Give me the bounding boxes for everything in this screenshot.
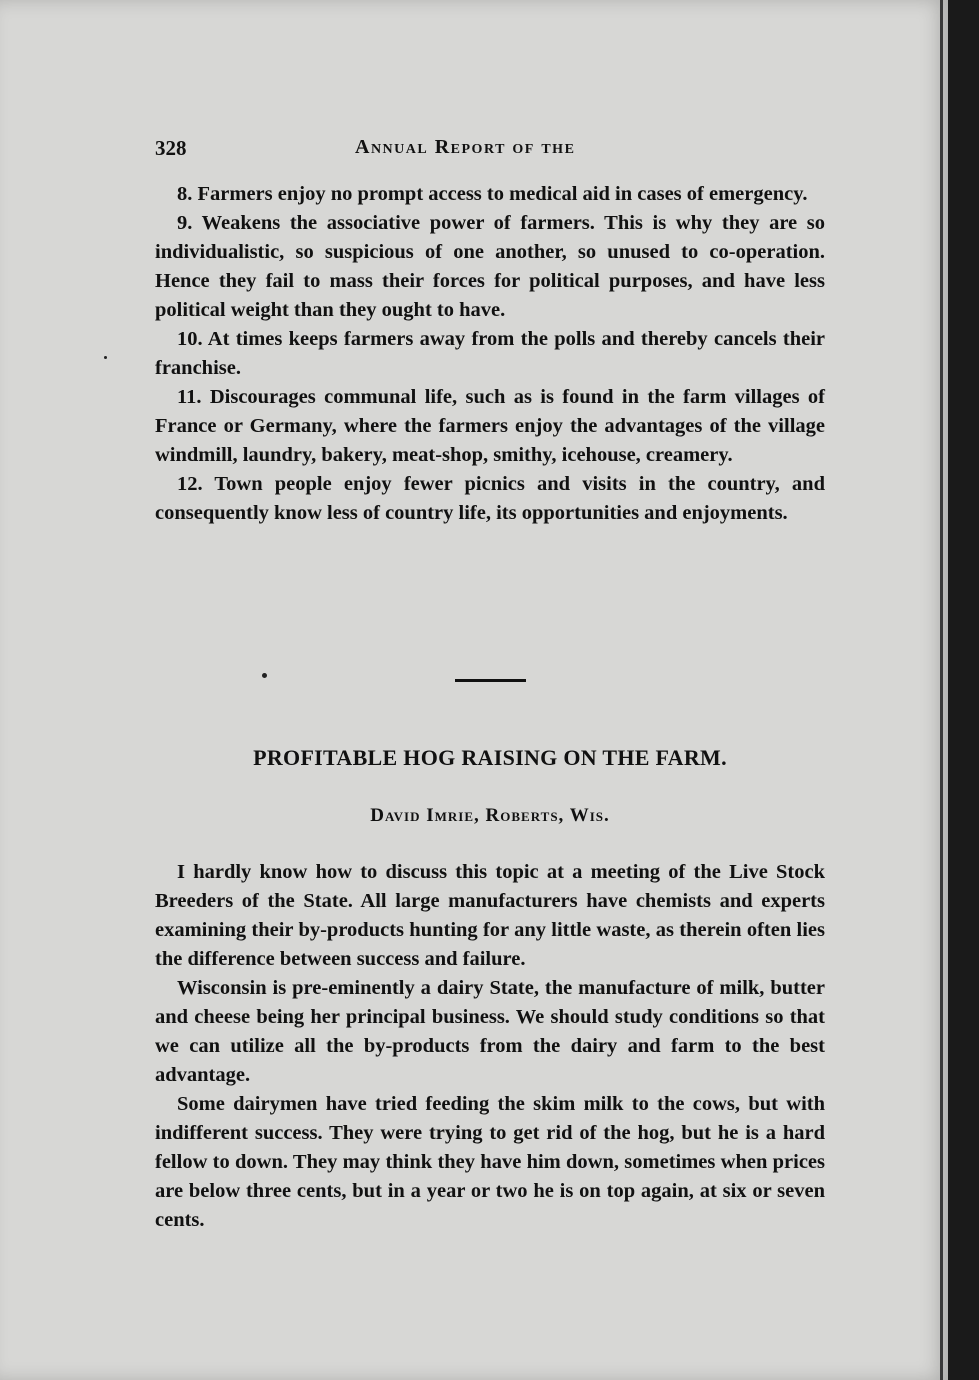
article-author: David Imrie, Roberts, Wis. xyxy=(370,805,610,826)
numbered-list xyxy=(155,180,825,528)
ink-speck xyxy=(104,356,107,359)
list-item: 11. Discourages communal life, such as is found in the farm villages of France or Germany, where the farmers enjoy the advantages of the village windmill, laundry, bakery, meat-shop, smithy, icehouse, creamery. xyxy=(155,386,825,466)
page-number: 328 xyxy=(155,136,187,160)
running-head: Annual Report of the xyxy=(355,136,576,158)
article-body xyxy=(155,858,825,1235)
section-divider xyxy=(455,679,526,682)
list-item: 8. Farmers enjoy no prompt access to medical aid in cases of emergency. xyxy=(177,183,808,205)
list-item: 12. Town people enjoy fewer picnics and visits in the country, and consequently know less of country life, its opportunities and enjoyments. xyxy=(155,473,825,524)
page-header xyxy=(155,136,825,166)
paragraph: Wisconsin is pre-eminently a dairy State, the manufacture of milk, butter and cheese being her principal business. We should study conditions so that we can utilize all the by-products from the dairy and farm to the best advantage. xyxy=(155,977,825,1086)
paragraph: Some dairymen have tried feeding the skim milk to the cows, but with indifferent success. They were trying to get rid of the hog, but he is a hard fellow to down. They may think they have him down, sometimes when prices are below three cents, but in a year or two he is on top again, at six or seven cents. xyxy=(155,1093,825,1231)
ink-speck xyxy=(262,673,267,678)
list-item: 9. Weakens the associative power of farmers. This is why they are so individualistic, so suspicious of one another, so unused to co-operation. Hence they fail to mass their forces for political purposes, and have less political weight than they ought to have. xyxy=(155,212,825,321)
paragraph: I hardly know how to discuss this topic at a meeting of the Live Stock Breeders of the State. All large manufacturers have chemists and experts examining their by-products hunting for any little waste, as therein often lies the difference between success and failure. xyxy=(155,861,825,970)
list-item: 10. At times keeps farmers away from the polls and thereby cancels their franchise. xyxy=(155,328,825,379)
page-edge xyxy=(940,0,943,1380)
article-title: PROFITABLE HOG RAISING ON THE FARM. xyxy=(253,745,727,770)
